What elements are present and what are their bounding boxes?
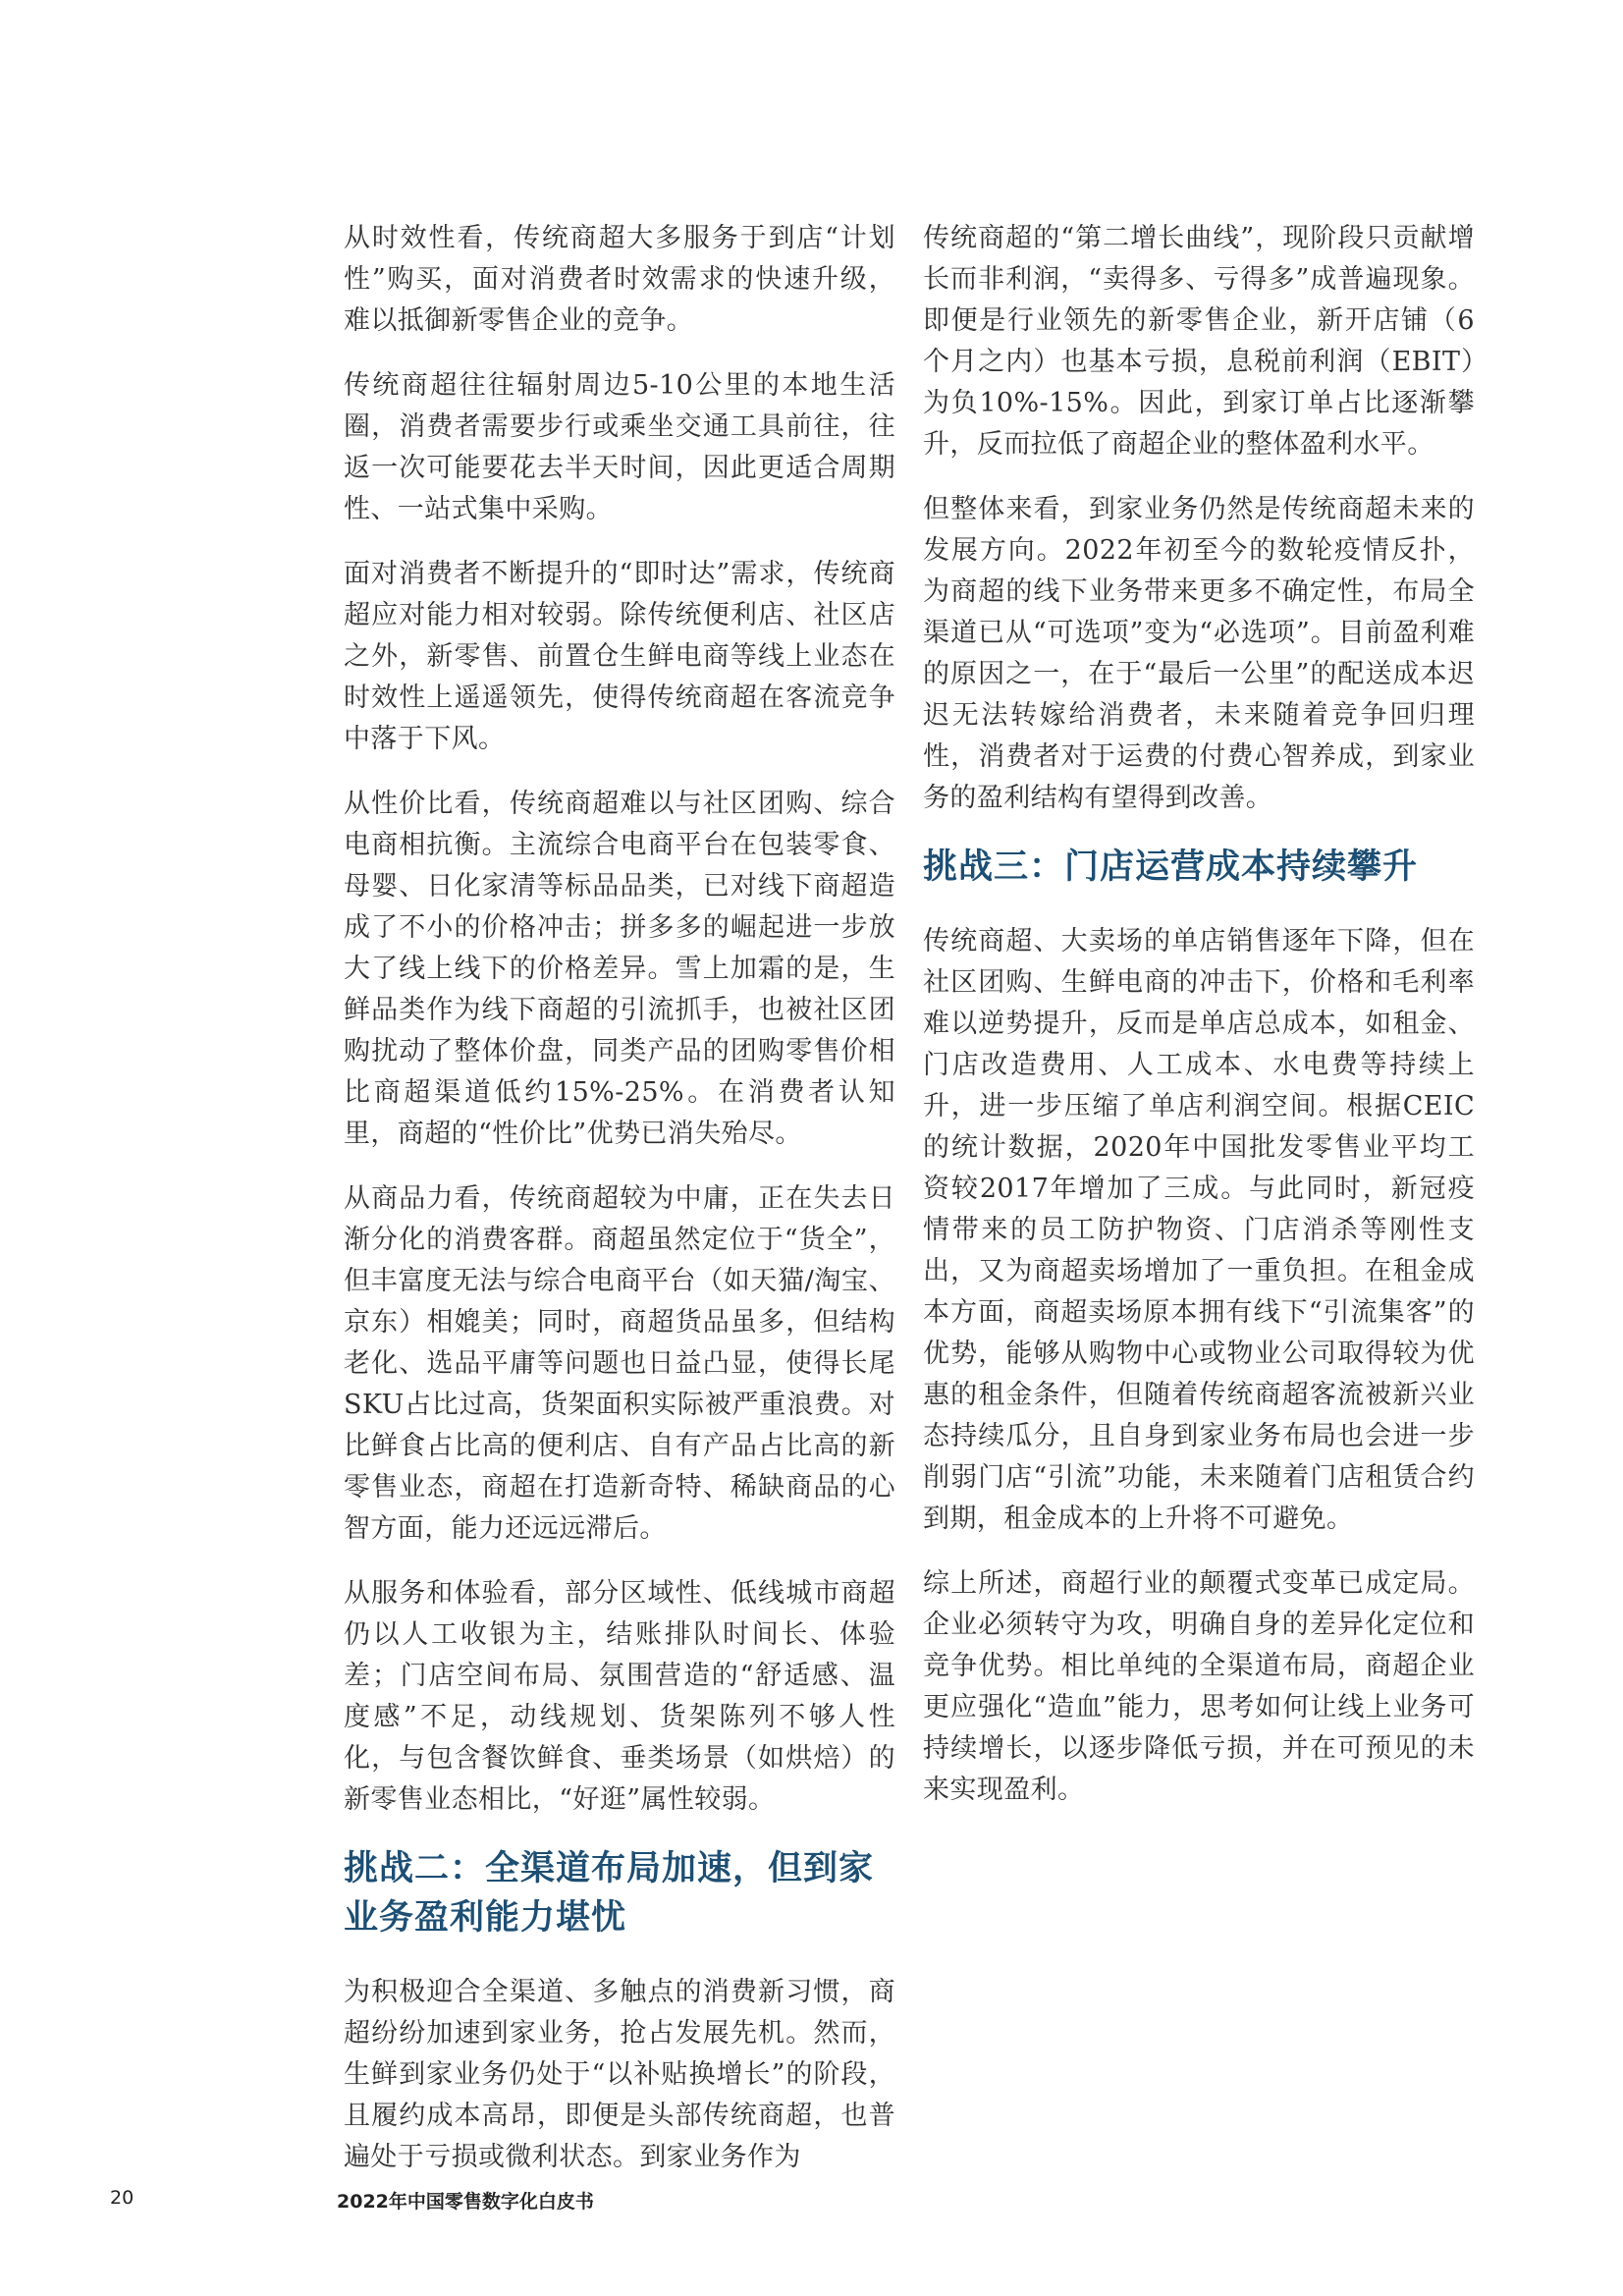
body-paragraph: 面对消费者不断提升的“即时达”需求，传统商超应对能力相对较弱。除传统便利店、社区店之外，新零售、前置仓生鲜电商等线上业态在时效性上遥遥领先，使得传统商超在客流竞争中落于下风。 [344, 559, 895, 754]
body-paragraph: 但整体来看，到家业务仍然是传统商超未来的发展方向。2022年初至今的数轮疫情反扑，为商超的线下业务带来更多不确定性，布局全渠道已从“可选项”变为“必选项”。目前盈利难的原因之一，在于“最后一公里”的配送成本迟迟无法转嫁给消费者，未来随着竞争回归理性，消费者对于运费的付费心智养成，到家业务的盈利结构有望得到改善。 [923, 494, 1475, 813]
body-paragraph: 为积极迎合全渠道、多触点的消费新习惯，商超纷纷加速到家业务，抢占发展先机。然而，生鲜到家业务仍处于“以补贴换增长”的阶段，且履约成本高昂，即便是头部传统商超，也普遍处于亏损或微利状态。到家业务作为 [344, 1977, 895, 2172]
body-paragraph: 传统商超、大卖场的单店销售逐年下降，但在社区团购、生鲜电商的冲击下，价格和毛利率难以逆势提升，反而是单店总成本，如租金、门店改造费用、人工成本、水电费等持续上升，进一步压缩了单店利润空间。根据CEIC的统计数据，2020年中国批发零售业平均工资较2017年增加了三成。与此同时，新冠疫情带来的员工防护物资、门店消杀等刚性支出，又为商超卖场增加了一重负担。在租金成本方面，商超卖场原本拥有线下“引流集客”的优势，能够从购物中心或物业公司取得较为优惠的租金条件，但随着传统商超客流被新兴业态持续瓜分，且自身到家业务布局也会进一步削弱门店“引流”功能，未来随着门店租赁合约到期，租金成本的上升将不可避免。 [923, 926, 1475, 1534]
left-column [344, 218, 895, 2202]
page-number: 20 [110, 2187, 135, 2209]
section-heading-challenge-two: 挑战二：全渠道布局加速，但到家业务盈利能力堪忧 [344, 1849, 875, 1938]
section-heading-challenge-three: 挑战三：门店运营成本持续攀升 [923, 847, 1419, 887]
body-paragraph: 综上所述，商超行业的颠覆式变革已成定局。企业必须转守为攻，明确自身的差异化定位和竞争优势。相比单纯的全渠道布局，商超企业更应强化“造血”能力，思考如何让线上业务可持续增长，以逐步降低亏损，并在可预见的未来实现盈利。 [923, 1568, 1475, 1805]
body-paragraph: 从服务和体验看，部分区域性、低线城市商超仍以人工收银为主，结账排队时间长、体验差；门店空间布局、氛围营造的“舒适感、温度感”不足，动线规划、货架陈列不够人性化，与包含餐饮鲜食、垂类场景（如烘焙）的新零售业态相比，“好逛”属性较弱。 [344, 1578, 895, 1815]
body-paragraph: 传统商超往往辐射周边5-10公里的本地生活圈，消费者需要步行或乘坐交通工具前往，往返一次可能要花去半天时间，因此更适合周期性、一站式集中采购。 [344, 370, 895, 524]
body-paragraph: 传统商超的“第二增长曲线”，现阶段只贡献增长而非利润，“卖得多、亏得多”成普遍现象。即便是行业领先的新零售企业，新开店铺（6个月之内）也基本亏损，息税前利润（EBIT）为负10%-15%。因此，到家订单占比逐渐攀升，反而拉低了商超企业的整体盈利水平。 [923, 223, 1475, 460]
page-footer [0, 2187, 1623, 2216]
report-title: 2022年中国零售数字化白皮书 [337, 2191, 594, 2213]
body-paragraph: 从商品力看，传统商超较为中庸，正在失去日渐分化的消费客群。商超虽然定位于“货全”，但丰富度无法与综合电商平台（如天猫/淘宝、京东）相媲美；同时，商超货品虽多，但结构老化、选品平庸等问题也日益凸显，使得长尾SKU占比过高，货架面积实际被严重浪费。对比鲜食占比高的便利店、自有产品占比高的新零售业态，商超在打造新奇特、稀缺商品的心智方面，能力还远远滞后。 [344, 1183, 895, 1544]
right-column [923, 218, 1475, 1834]
body-paragraph: 从时效性看，传统商超大多服务于到店“计划性”购买，面对消费者时效需求的快速升级，难以抵御新零售企业的竞争。 [344, 223, 895, 336]
body-paragraph: 从性价比看，传统商超难以与社区团购、综合电商相抗衡。主流综合电商平台在包装零食、母婴、日化家清等标品品类，已对线下商超造成了不小的价格冲击；拼多多的崛起进一步放大了线上线下的价格差异。雪上加霜的是，生鲜品类作为线下商超的引流抓手，也被社区团购扰动了整体价盘，同类产品的团购零售价相比商超渠道低约15%-25%。在消费者认知里，商超的“性价比”优势已消失殆尽。 [344, 789, 895, 1149]
